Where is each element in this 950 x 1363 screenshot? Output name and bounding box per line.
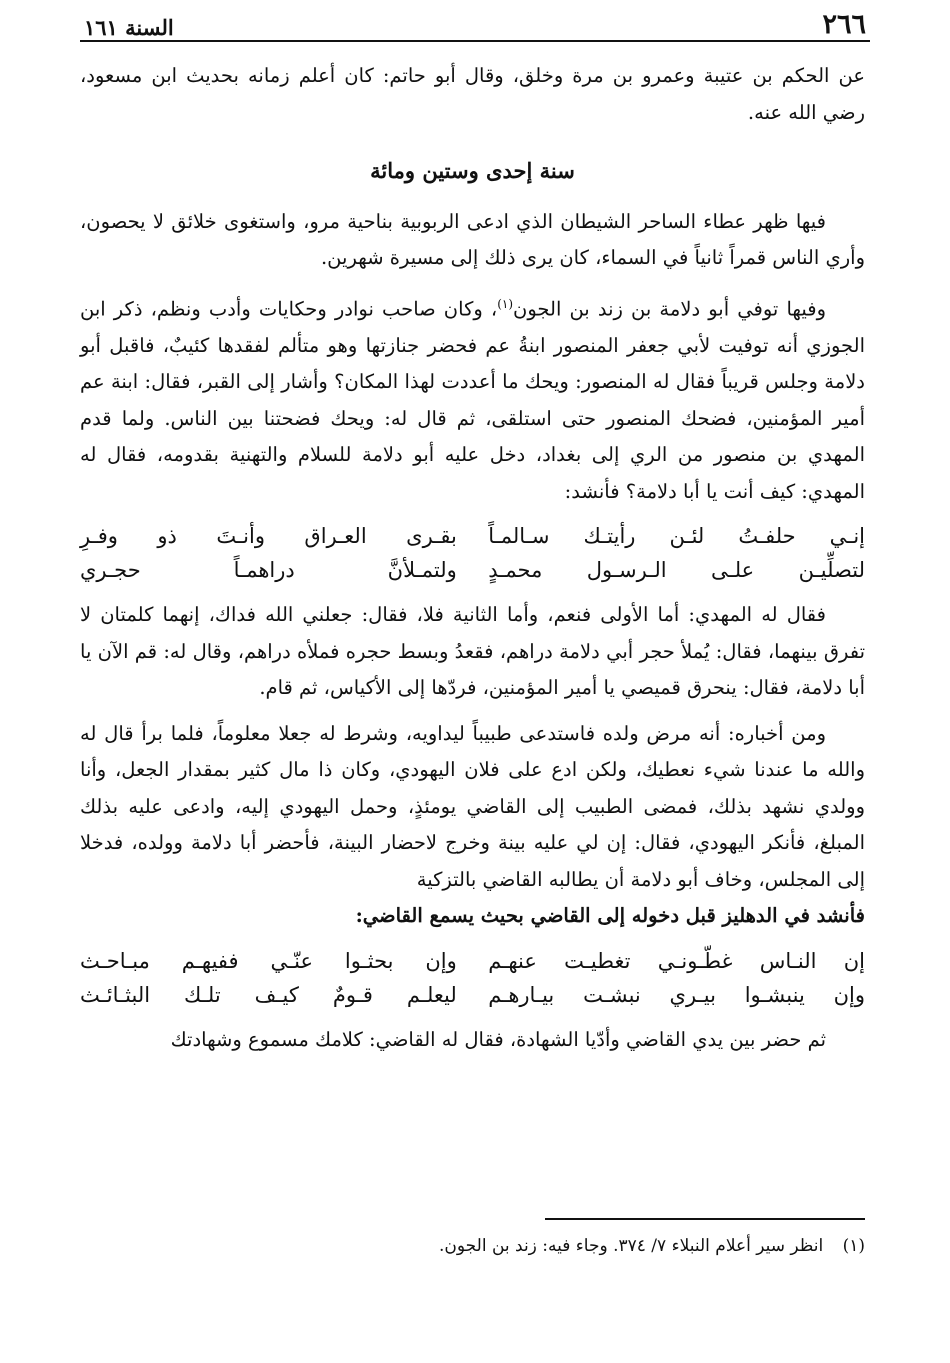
poem-1 <box>80 519 865 587</box>
hemistich-right: وإن ينبشـوا بيـري نبشـت بيـارهـم <box>488 982 865 1007</box>
footnote-text: انظر سير أعلام النبلاء ٧/ ٣٧٤. وجاء فيه: زند بن الجون. <box>439 1236 824 1256</box>
hemistich-left: بقـرى العـراق وأنـتَ ذو وفـرِ <box>80 524 457 548</box>
paragraph-4-last-line: فأنشد في الدهليز قبل دخوله إلى القاضي بحيث يسمع القاضي: <box>355 904 865 927</box>
hemistich-left: ليعلـم قـومٌ كيـف تلـك البثـائـث <box>80 982 457 1007</box>
footnote <box>200 1232 865 1260</box>
poem-2-verse-1 <box>80 944 865 978</box>
running-title: السنة ١٦١ <box>84 15 174 40</box>
hemistich-right: إنـي حلفـتُ لئـن رأيتـك سـالمـاً <box>488 524 865 548</box>
paragraph-intro: عن الحكم بن عتيبة وعمرو بن مرة وخلق، وقال أبو حاتم: كان أعلم زمانه بحديث ابن مسعود، رضي الله عنه. <box>80 64 865 124</box>
paragraph-5: ثم حضر بين يدي القاضي وأدّيا الشهادة، فقال له القاضي: كلامك مسموع وشهادتك <box>170 1027 826 1051</box>
hemistich-left: ولتمـلأنَّ دراهمـاً حجـري <box>80 558 457 582</box>
footnote-marker: (١) <box>497 296 514 311</box>
hemistich-right: إن النـاس غطّـونـي تغطيـت عنهـم <box>488 948 865 973</box>
page-number: ٢٦٦ <box>822 9 866 40</box>
page-body <box>80 58 865 1067</box>
page-header <box>80 8 870 42</box>
hemistich-right: لتصلِّيـن علـى الـرسـول محمـدٍ <box>488 558 865 582</box>
poem-2 <box>80 944 865 1012</box>
footnote-divider <box>545 1218 865 1220</box>
footnote-number: (١) <box>842 1236 865 1256</box>
paragraph-1: فيها ظهر عطاء الساحر الشيطان الذي ادعى الربوبية بناحية مرو، واستغوى خلائق لا يحصون، وأري الناس قمراً ثانياً في السماء، كان يرى ذلك إلى مسيرة شهرين. <box>80 209 865 269</box>
section-heading: سنة إحدى وستين ومائة <box>370 158 575 183</box>
paragraph-4: ومن أخباره: أنه مرض ولده فاستدعى طبيباً ليداويه، وشرط له جعلا معلوماً، فلما برأ قال له والله ما عندنا شيء نعطيك، ولكن ادع على فلان اليهودي، وكان ذا مال كثير بمقدار الجعل، وأنا وولدي نشهد بذلك، فمضى الطبيب إلى القاضي يومئذٍ، وحمل اليهودي إليه، وادعى عليه بذلك المبلغ، فأنكر اليهودي، فقال: إن لي عليه بينة وخرج لاحضار البينة، فأحضر أبا دلامة وولده، فدخلا إلى المجلس، وخاف أبو دلامة أن يطالبه القاضي بالتزكية <box>80 721 865 891</box>
poem-1-verse-2 <box>80 553 865 587</box>
hemistich-left: وإن بحثـوا عنّـي ففيهـم مبـاحـث <box>80 948 457 973</box>
paragraph-3: فقال له المهدي: أما الأولى فنعم، وأما الثانية فلا، فقال: جعلني الله فداك، إنهما كلمتان لا تفرق بينهما، فقال: يُملأ حجر أبي دلامة دراهم، فقعدُ وبسط حجره فملأه دراهم، وقال له: قم الآن يا أبا دلامة، فقال: ينحرق قميصي يا أمير المؤمنين، فردّها إلى الأكياس، ثم قام. <box>80 603 865 699</box>
paragraph-2 <box>80 286 865 511</box>
paragraph-2-start: وفيها توفي أبو دلامة بن زند بن الجون <box>513 297 827 320</box>
poem-1-verse-1 <box>80 519 865 553</box>
poem-2-verse-2 <box>80 978 865 1012</box>
paragraph-2-rest: ، وكان صاحب نوادر وحكايات وأدب ونظم، ذكر ابن الجوزي أنه توفيت لأبي جعفر المنصور ابنةُ عم فحضر جنازتها وهو متألم لفقدها كئيبٌ، فاقبل أبو دلامة وجلس قريباً فقال له المنصور: ويحك ما أعددت لهذا المكان؟ وأشار إلى القبر، فقال: ابنة عم أمير المؤمنين، فضحك المنصور حتى استلقى، ثم قال له: ويحك فضحتنا بين الناس. ولما قدم المهدي بن منصور من الري إلى بغداد، دخل عليه أبو دلامة للسلام والتهنية بقدومه، فقال له المهدي: كيف أنت يا أبا دلامة؟ فأنشد: <box>80 297 865 503</box>
